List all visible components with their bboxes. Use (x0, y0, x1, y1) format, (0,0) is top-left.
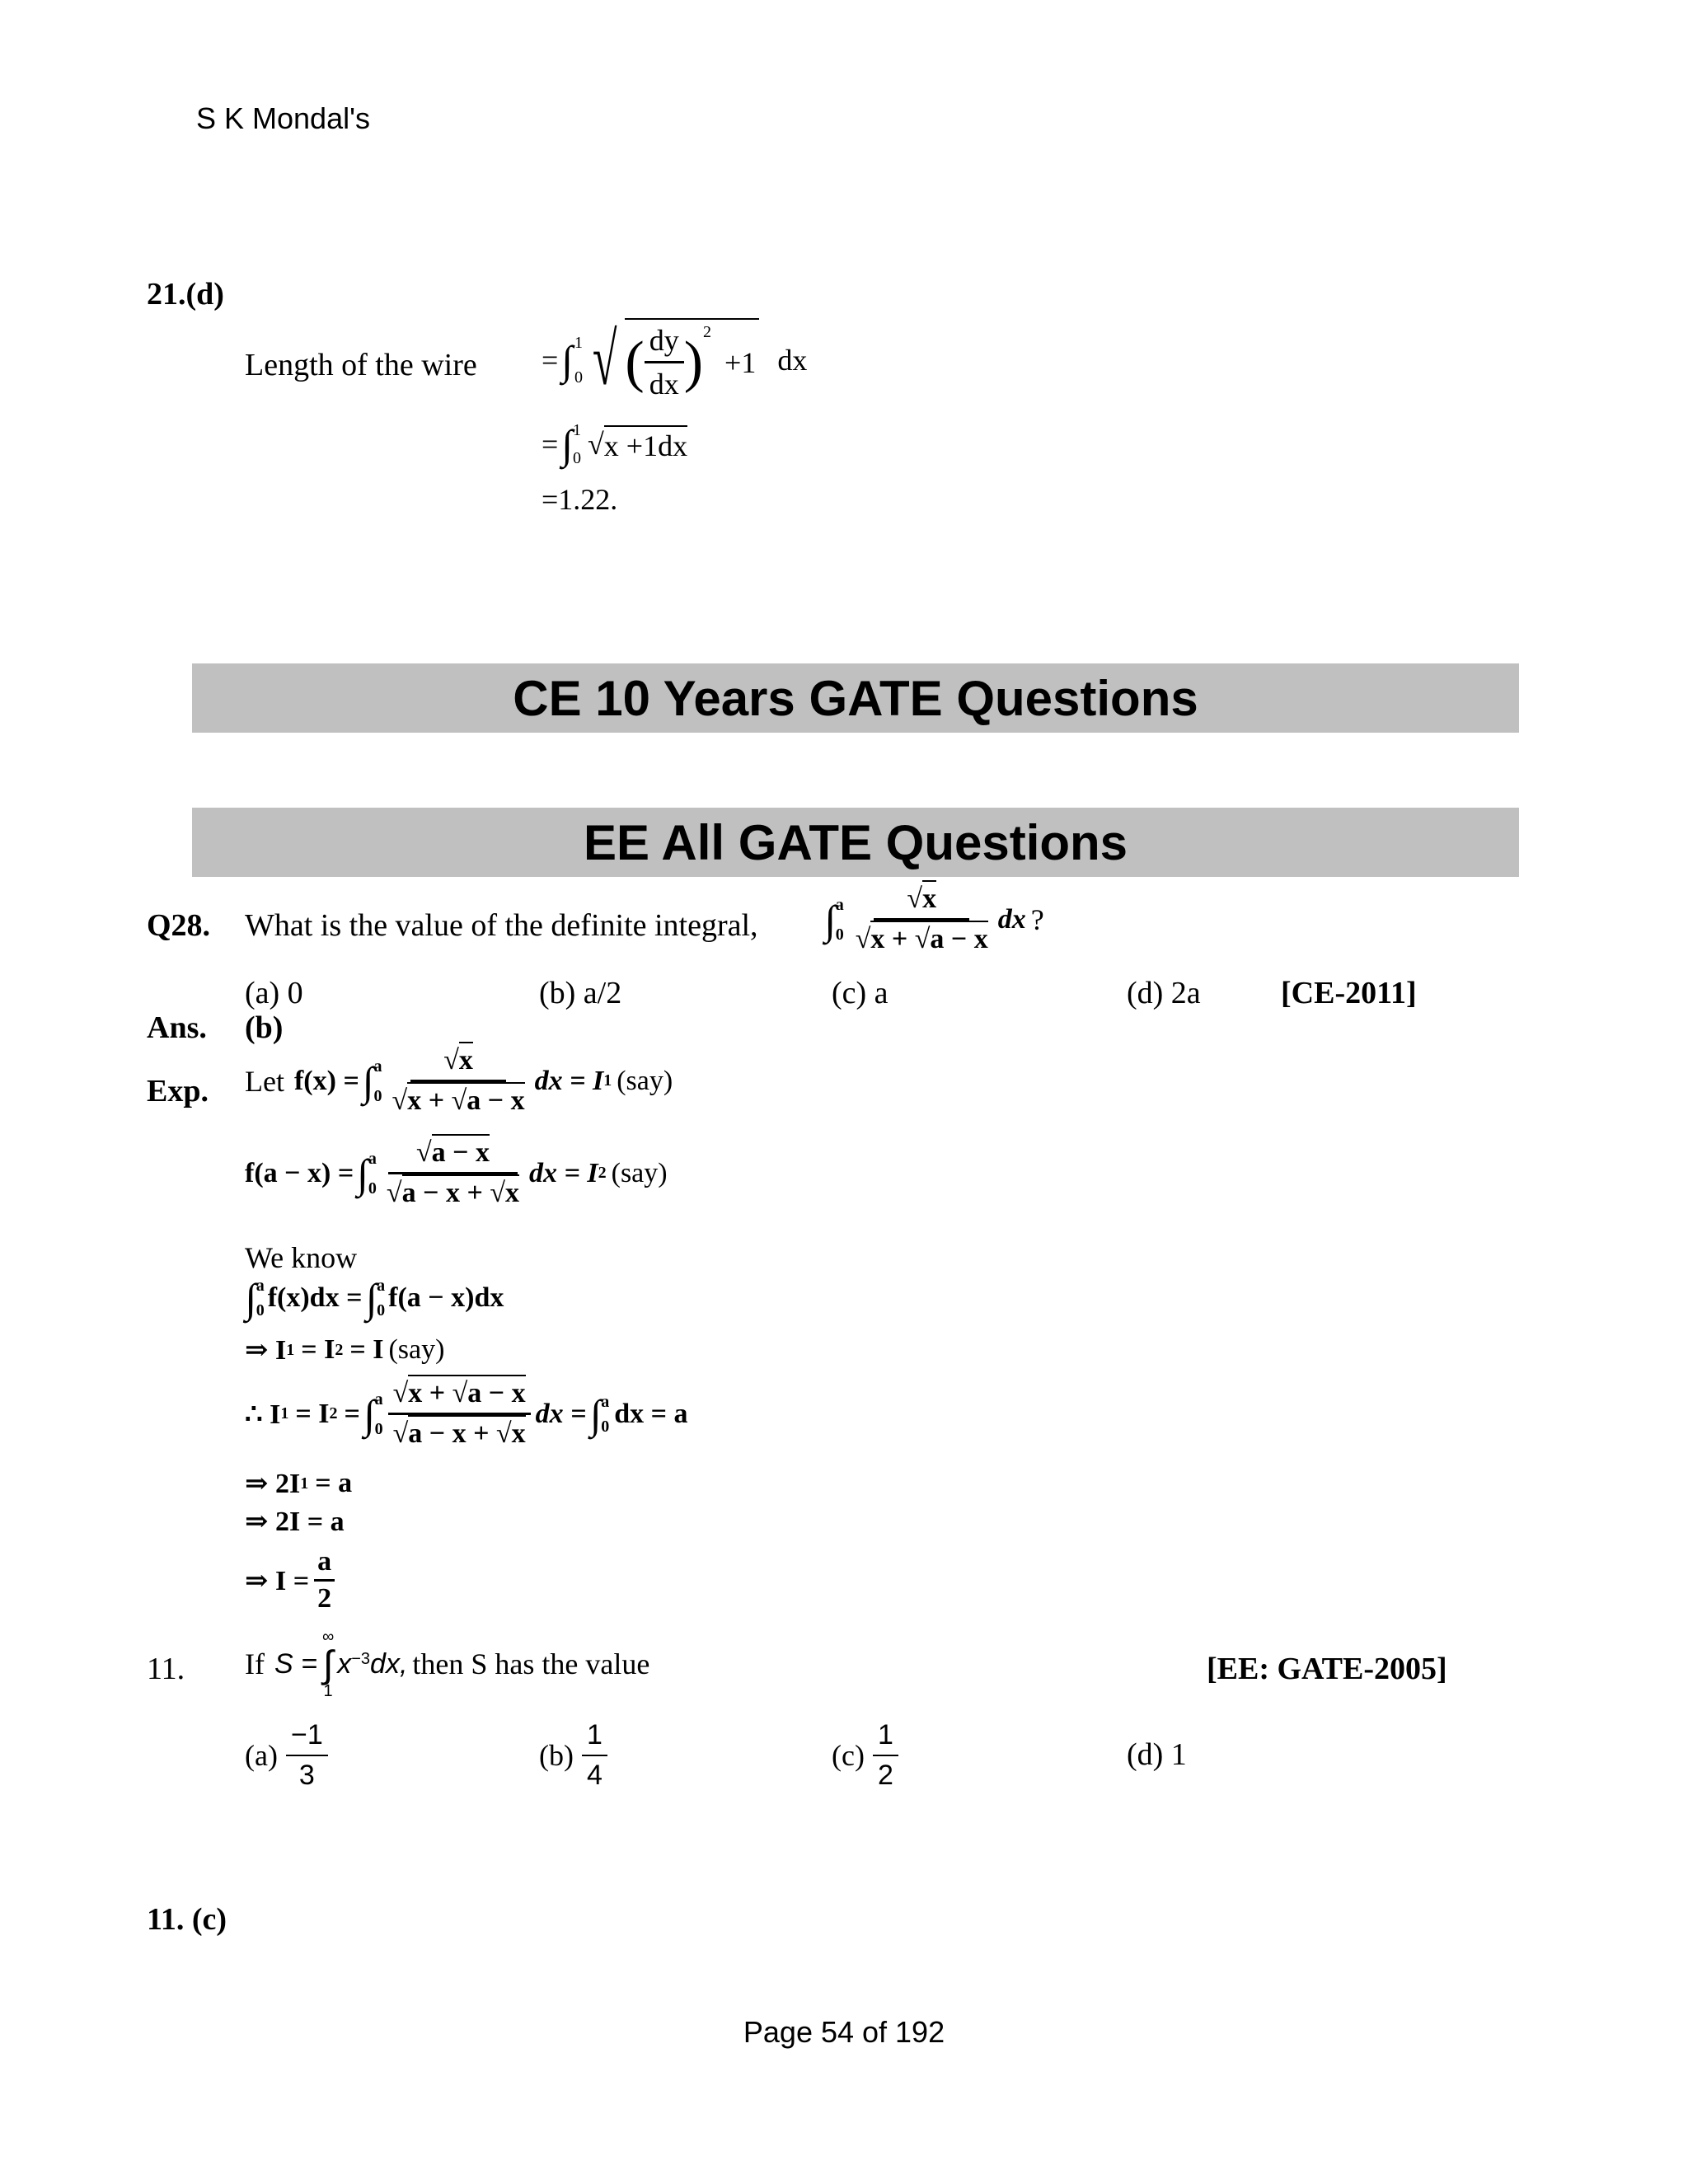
upper-limit: a (368, 1149, 377, 1168)
q11-integral (322, 1629, 334, 1699)
upper-limit: a (377, 1277, 386, 1295)
implies-2i: ⇒ 2I (245, 1469, 301, 1499)
option-fraction (286, 1719, 328, 1792)
implication-3: ⇒ 2I = a (245, 1507, 345, 1537)
dx-equals: dx = (535, 1398, 587, 1429)
option-label: (b) (539, 1739, 574, 1772)
upper-limit: a (256, 1277, 265, 1295)
numerator: 1 (582, 1719, 607, 1756)
implies-i-equals: ⇒ I = (245, 1565, 310, 1596)
q11-label: 11. (147, 1652, 185, 1686)
answer-value: (b) (245, 1010, 284, 1045)
integral-sign: ∫ (363, 1390, 375, 1437)
say-note: (say) (611, 1157, 668, 1188)
q28-option-c[interactable]: (c) a (832, 976, 889, 1010)
lower-limit: 1 (323, 1682, 333, 1700)
q11-option-c[interactable] (832, 1719, 898, 1792)
integral-i1: dx = I (534, 1065, 604, 1096)
q11-tag: [EE: GATE-2005] (1207, 1652, 1447, 1686)
subscript-1: 1 (603, 1071, 612, 1090)
subscript-1: 1 (286, 1340, 295, 1359)
option-fraction (873, 1719, 898, 1792)
explanation-line-2 (245, 1137, 668, 1209)
if-word: If (245, 1647, 265, 1680)
explanation-line-1 (245, 1045, 673, 1117)
implication-4 (245, 1546, 335, 1615)
equals-sign: = (542, 428, 559, 461)
integral-sign: ∫ (561, 336, 574, 383)
numerator-term: x (459, 1042, 473, 1076)
lower-limit: 0 (368, 1179, 377, 1197)
q28-option-b[interactable]: (b) a/2 (539, 976, 622, 1010)
dx-denominator: dx (649, 368, 679, 401)
equals-i: = I (295, 1398, 330, 1429)
dy-numerator: dy (645, 323, 684, 363)
integral-sign: ∫ (362, 1057, 374, 1104)
upper-limit: ∞ (321, 1628, 335, 1646)
integral-sign: ∫ (322, 1643, 334, 1685)
numerator: a (314, 1546, 335, 1582)
subscript-2: 2 (329, 1404, 338, 1422)
lower-limit: 0 (574, 368, 584, 387)
q28-numerator: √x (874, 883, 969, 921)
integral-sign: ∫ (245, 1275, 256, 1321)
therefore-result: dx = a (614, 1398, 688, 1429)
denominator-term: x + √a − x (407, 1082, 524, 1116)
equals-i-final: = I (349, 1334, 384, 1365)
lower-limit: 0 (374, 1419, 383, 1438)
integral-sign: ∫ (824, 896, 836, 943)
lower-limit: 0 (835, 925, 844, 944)
denominator: 2 (877, 1760, 893, 1791)
therefore-i: ∴ I (245, 1399, 281, 1430)
exponent: 2 (703, 323, 712, 341)
numerator: √a − x (388, 1137, 518, 1174)
integral-sign: ∫ (357, 1150, 368, 1197)
denominator: 3 (298, 1760, 315, 1791)
equals-sign: = (344, 1398, 360, 1429)
exp-fraction-1 (387, 1045, 530, 1117)
q11-option-d[interactable]: (d) 1 (1127, 1737, 1187, 1772)
then-text: then S has the value (412, 1647, 650, 1680)
numerator: −1 (286, 1719, 328, 1756)
question-mark: ? (1030, 902, 1044, 936)
q28-option-d[interactable]: (d) 2a (1127, 976, 1201, 1010)
lower-limit: 0 (377, 1301, 386, 1319)
integral-i2: dx = I (529, 1157, 598, 1188)
sqrt-term: x +1dx (604, 425, 687, 463)
dy-dx-fraction (645, 323, 684, 401)
integral-sign: ∫ (365, 1275, 377, 1321)
q28-text: What is the value of the definite integral, (245, 908, 758, 943)
q11-question (245, 1629, 649, 1699)
lower-limit: 0 (256, 1301, 265, 1319)
dx-term: dx (997, 903, 1026, 935)
implication-1 (245, 1333, 444, 1366)
s-equals: S = (274, 1647, 317, 1680)
therefore-line (245, 1378, 688, 1450)
f-a-minus-x-term: f(a − x) = (245, 1157, 354, 1188)
integrand: x (337, 1647, 352, 1680)
therefore-fraction (388, 1378, 531, 1450)
option-label: (c) (832, 1739, 865, 1772)
upper-limit: 1 (574, 333, 584, 352)
numerator: 1 (873, 1719, 898, 1756)
solution-21-text: Length of the wire (245, 348, 477, 382)
lower-limit: 0 (373, 1086, 382, 1105)
upper-limit: a (374, 1390, 383, 1408)
q28-integral (824, 883, 1044, 955)
say-note: (say) (617, 1065, 673, 1096)
solution-21-label: 21.(d) (147, 277, 224, 312)
equals-i: = I (301, 1334, 335, 1365)
a-over-2 (314, 1546, 335, 1615)
implies-i: ⇒ I (245, 1335, 287, 1366)
subscript-1: 1 (280, 1404, 289, 1422)
upper-limit: a (373, 1057, 382, 1076)
ce-banner: CE 10 Years GATE Questions (192, 663, 1519, 733)
subscript-2: 2 (335, 1340, 344, 1359)
sqrt-icon: √ (592, 319, 617, 401)
integral-sign: ∫ (561, 421, 574, 467)
denominator: 2 (317, 1583, 332, 1614)
denominator: √a − x + √x (388, 1415, 531, 1450)
let-word: Let (245, 1064, 284, 1098)
solution-21-equation-1 (542, 317, 807, 402)
denominator-term: a − x + √x (408, 1415, 525, 1449)
q11-option-b[interactable] (539, 1719, 607, 1792)
upper-limit: 1 (573, 421, 582, 439)
q28-fraction (851, 883, 993, 955)
upper-limit: a (601, 1392, 610, 1411)
numerator-term: a − x (432, 1134, 490, 1168)
denominator-term: a − x + √x (402, 1174, 519, 1208)
dx-term: dx, (370, 1647, 408, 1680)
numerator: √x + √a − x (388, 1378, 531, 1415)
integral-sign: ∫ (589, 1390, 602, 1437)
q11-option-a[interactable] (245, 1719, 328, 1792)
denominator: √x + √a − x (387, 1082, 530, 1117)
dx-term: dx (777, 343, 808, 377)
implication-2 (245, 1467, 352, 1500)
numerator: √x (410, 1045, 506, 1082)
sqrt-icon: √ (588, 428, 604, 461)
ee-banner: EE All GATE Questions (192, 808, 1519, 877)
solution-21-equation-2 (542, 422, 687, 466)
page-number: Page 54 of 192 (743, 2015, 945, 2049)
q28-denominator: √x + √a − x (851, 921, 993, 955)
solution-21-result: =1.22. (542, 483, 618, 516)
option-fraction (582, 1719, 607, 1792)
answer-label: Ans. (147, 1010, 207, 1045)
sqrt-content: ( $\frac{dy}{dx}$ ) 2 +1 (625, 318, 759, 401)
upper-limit: a (835, 895, 844, 914)
property-left: f(x)dx = (267, 1282, 363, 1313)
subscript-2: 2 (598, 1164, 607, 1182)
lower-limit: 0 (601, 1417, 610, 1436)
exp-fraction-2 (382, 1137, 524, 1209)
solution-11-label: 11. (c) (147, 1902, 227, 1937)
denominator: √a − x + √x (382, 1174, 524, 1209)
denominator: 4 (586, 1760, 603, 1791)
lower-limit: 0 (573, 449, 582, 467)
plus-one: +1 (724, 345, 757, 379)
say-note: (say) (388, 1334, 445, 1365)
q28-option-a[interactable]: (a) 0 (245, 976, 303, 1010)
numerator-term: x (922, 880, 936, 914)
we-know-text: We know (245, 1241, 358, 1274)
f-x-term: f(x) = (293, 1065, 359, 1096)
explanation-label: Exp. (147, 1074, 209, 1108)
property-right: f(a − x)dx (388, 1282, 504, 1313)
equals-sign: = (542, 343, 559, 377)
property-line (245, 1277, 504, 1319)
equals-a: = a (315, 1468, 353, 1498)
q28-tag: [CE-2011] (1281, 976, 1417, 1010)
exponent: −3 (351, 1650, 371, 1668)
option-label: (a) (245, 1739, 278, 1772)
subscript-1: 1 (300, 1474, 309, 1493)
q28-label: Q28. (147, 908, 211, 943)
denominator-term: x + √a − x (870, 921, 987, 954)
numerator-term: x + √a − x (408, 1375, 525, 1408)
header-author: S K Mondal's (196, 101, 370, 135)
